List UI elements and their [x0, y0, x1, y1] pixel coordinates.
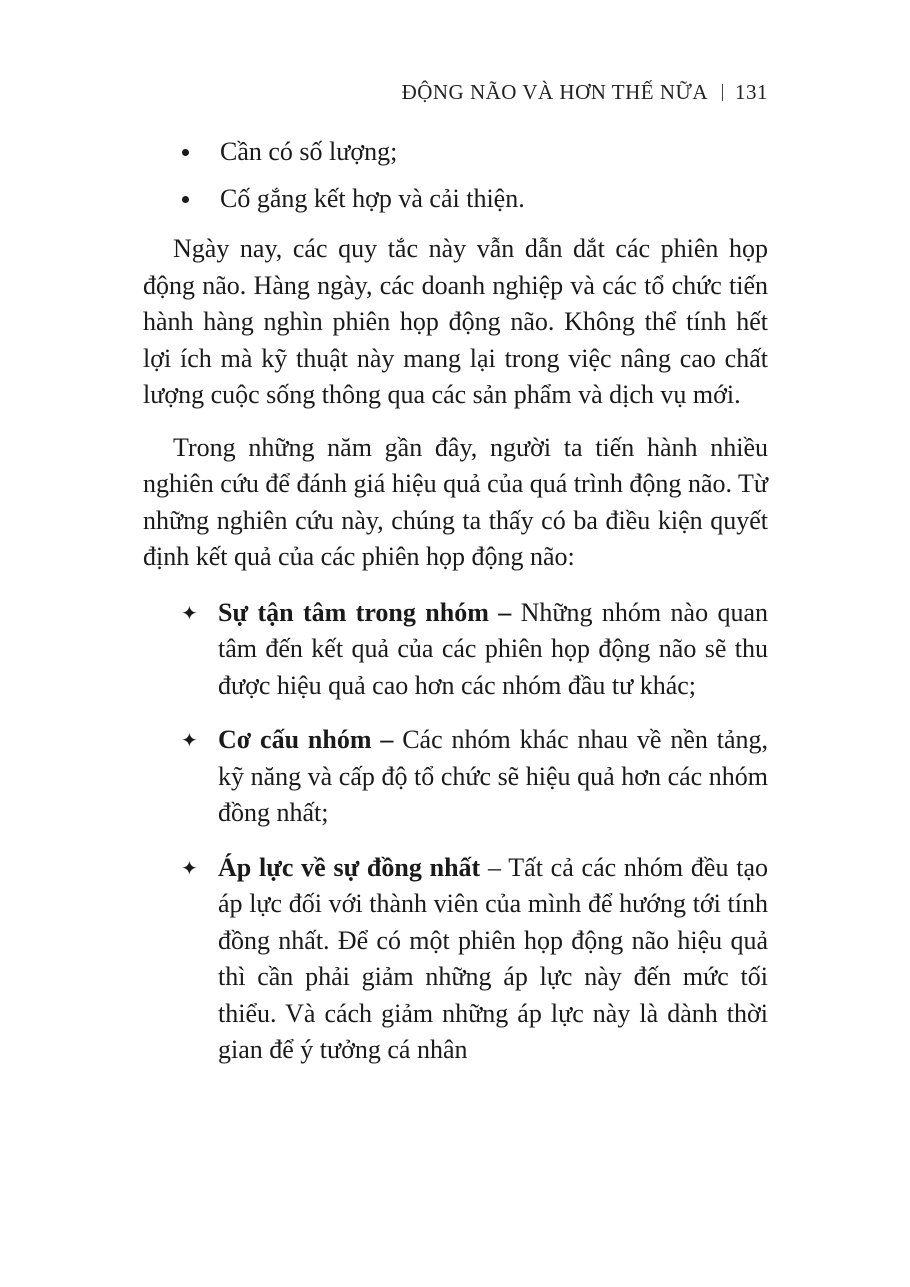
bullet-text: Cần có số lượng; [220, 137, 398, 166]
dot-icon [182, 196, 189, 203]
bullet-text: Cố gắng kết hợp và cải thiện. [220, 183, 525, 213]
page-body [143, 134, 768, 1087]
paragraph: Ngày nay, các quy tắc này vẫn dẫn dắt các phiên họp động não. Hàng ngày, các doanh nghiệp và các tổ chức tiến hành hàng nghìn phiên họp động não. Không thể tính hết lợi ích mà kỹ thuật này mang lại trong việc nâng cao chất lượng cuộc sống thông qua các sản phẩm và dịch vụ mới. [143, 234, 768, 409]
paragraph: Trong những năm gần đây, người ta tiến hành nhiều nghiên cứu để đánh giá hiệu quả của quá trình động não. Từ những nghiên cứu này, chúng ta thấy có ba điều kiện quyết định kết quả của các phiên họp động não: [143, 432, 768, 571]
list-item [143, 722, 768, 832]
list-item [143, 181, 768, 218]
four-point-star-icon: ✦ [181, 600, 198, 625]
condition-term: Sự tận tâm trong nhóm – [218, 597, 512, 627]
condition-text: Những nhóm nào quan tâm đến kết quả của các phiên họp động não sẽ thu được hiệu quả cao hơn các nhóm đầu tư khác; [218, 597, 769, 700]
condition-text: – Tất cả các nhóm đều tạo áp lực đối với thành viên của mình để hướng tới tính đồng nhất. Để có một phiên họp động não hiệu quả thì cần phải giảm những áp lực này đến mức tối thiểu. Và cách giảm những áp lực này là dành thời gian để ý tưởng cá nhân [218, 852, 768, 1064]
page-number: 131 [735, 80, 768, 104]
four-point-star-icon: ✦ [181, 855, 198, 880]
list-item [143, 850, 768, 1069]
dot-icon [182, 149, 189, 156]
condition-text: Các nhóm khác nhau về nền tảng, kỹ năng và cấp độ tổ chức sẽ hiệu quả hơn các nhóm đồng nhất; [218, 725, 768, 827]
header-separator [722, 84, 723, 101]
bullet-list [143, 134, 768, 217]
running-header [402, 80, 768, 105]
header-title: ĐỘNG NÃO VÀ HƠN THẾ NỮA [401, 80, 708, 104]
conditions-list [143, 595, 768, 1069]
four-point-star-icon: ✦ [181, 728, 198, 752]
list-item [143, 134, 768, 171]
list-item [143, 595, 768, 705]
condition-term: Cơ cấu nhóm – [218, 725, 394, 754]
condition-term: Áp lực về sự đồng nhất [218, 852, 481, 882]
